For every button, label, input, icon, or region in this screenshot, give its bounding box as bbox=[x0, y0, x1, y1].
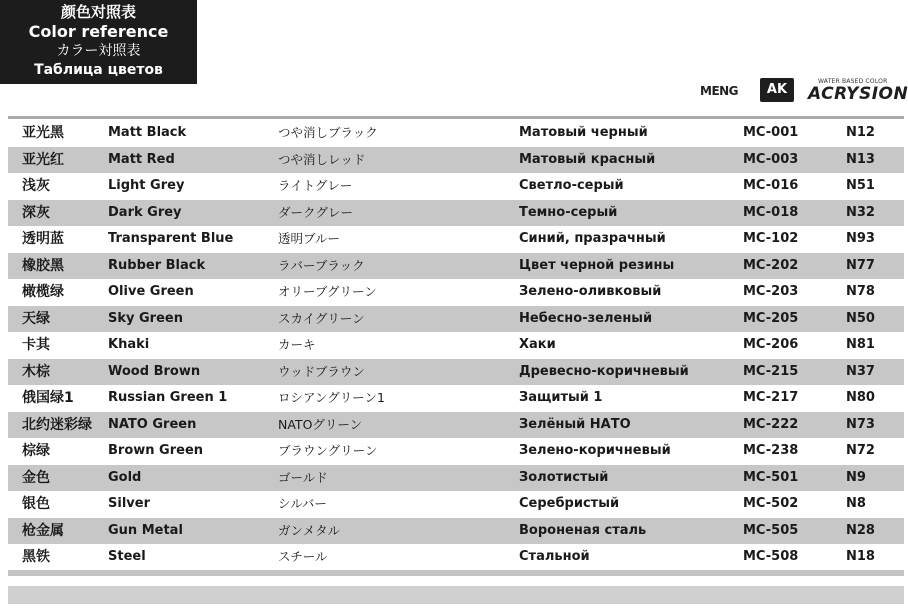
table-row bbox=[8, 359, 904, 386]
color-number: N28 bbox=[846, 522, 875, 538]
color-code: MC-102 bbox=[743, 231, 799, 246]
color-name-english: Brown Green bbox=[108, 443, 204, 458]
color-name-russian: Цвет черной резины bbox=[519, 257, 675, 273]
table-row bbox=[8, 147, 904, 174]
color-code: MC-205 bbox=[743, 310, 799, 326]
table-row bbox=[8, 412, 904, 439]
color-number: N12 bbox=[846, 125, 875, 140]
table-row bbox=[8, 465, 904, 492]
color-code: MC-203 bbox=[743, 284, 799, 299]
color-name-japanese: スカイグリーン bbox=[278, 310, 365, 326]
color-name-russian: Вороненая сталь bbox=[519, 522, 647, 538]
color-name-chinese: 银色 bbox=[22, 496, 50, 512]
color-name-russian: Защитый 1 bbox=[519, 390, 603, 405]
footer-band bbox=[8, 586, 904, 604]
color-number: N9 bbox=[846, 469, 866, 485]
color-name-chinese: 金色 bbox=[22, 469, 50, 486]
color-number: N93 bbox=[846, 231, 875, 246]
color-reference-table bbox=[8, 120, 904, 571]
color-name-russian: Золотистый bbox=[519, 469, 609, 485]
acrysion-logo: ACRYSION bbox=[808, 84, 908, 104]
color-name-english: Gold bbox=[108, 469, 142, 485]
color-name-japanese: ロシアングリーン1 bbox=[278, 390, 385, 405]
color-name-english: Khaki bbox=[108, 337, 150, 352]
color-name-chinese: 亚光红 bbox=[22, 151, 64, 168]
color-name-english: Dark Grey bbox=[108, 204, 182, 220]
color-number: N32 bbox=[846, 204, 875, 220]
color-number: N81 bbox=[846, 337, 875, 352]
ak-logo: AK bbox=[760, 78, 794, 102]
color-name-english: Sky Green bbox=[108, 310, 183, 326]
table-row bbox=[8, 438, 904, 465]
color-code: MC-238 bbox=[743, 443, 799, 458]
color-name-chinese: 橄榄绿 bbox=[22, 284, 64, 300]
color-name-russian: Небесно-зеленый bbox=[519, 310, 653, 326]
color-code: MC-508 bbox=[743, 549, 799, 564]
table-row bbox=[8, 491, 904, 518]
table-top-rule bbox=[8, 116, 904, 119]
table-row bbox=[8, 385, 904, 412]
color-number: N18 bbox=[846, 549, 875, 564]
color-number: N72 bbox=[846, 443, 875, 458]
color-name-english: Matt Red bbox=[108, 151, 175, 167]
color-number: N51 bbox=[846, 178, 875, 193]
table-row bbox=[8, 200, 904, 227]
color-code: MC-215 bbox=[743, 363, 799, 379]
color-code: MC-016 bbox=[743, 178, 799, 193]
color-code: MC-501 bbox=[743, 469, 799, 485]
color-code: MC-505 bbox=[743, 522, 799, 538]
color-name-japanese: NATOグリーン bbox=[278, 416, 363, 432]
color-name-chinese: 黑铁 bbox=[22, 549, 50, 565]
color-name-chinese: 深灰 bbox=[22, 204, 50, 221]
table-row bbox=[8, 173, 904, 200]
color-number: N37 bbox=[846, 363, 875, 379]
color-name-english: Gun Metal bbox=[108, 522, 183, 538]
color-name-chinese: 北约迷彩绿 bbox=[22, 416, 92, 433]
color-code: MC-222 bbox=[743, 416, 799, 432]
color-name-russian: Зелёный НАТО bbox=[519, 416, 631, 432]
color-name-russian: Хаки bbox=[519, 337, 556, 352]
brand-logos bbox=[700, 78, 908, 106]
color-name-japanese: ガンメタル bbox=[278, 522, 341, 538]
color-name-japanese: カーキ bbox=[278, 337, 316, 352]
color-name-russian: Серебристый bbox=[519, 496, 620, 511]
table-row bbox=[8, 332, 904, 359]
color-name-japanese: ブラウングリーン bbox=[278, 443, 378, 458]
color-name-japanese: 透明ブルー bbox=[278, 231, 341, 246]
color-name-english: Matt Black bbox=[108, 125, 187, 140]
color-code: MC-018 bbox=[743, 204, 799, 220]
title-japanese: カラー対照表 bbox=[56, 43, 141, 59]
color-name-chinese: 橡胶黑 bbox=[22, 257, 64, 274]
title-english: Color reference bbox=[28, 22, 169, 41]
color-name-russian: Древесно-коричневый bbox=[519, 363, 689, 379]
title-russian: Таблица цветов bbox=[34, 62, 163, 78]
table-row bbox=[8, 306, 904, 333]
color-name-russian: Зелено-коричневый bbox=[519, 443, 671, 458]
color-name-english: Transparent Blue bbox=[108, 231, 234, 246]
table-row bbox=[8, 226, 904, 253]
color-name-japanese: つや消しブラック bbox=[278, 125, 378, 140]
color-name-chinese: 天绿 bbox=[22, 310, 50, 327]
color-code: MC-217 bbox=[743, 390, 799, 405]
color-name-russian: Зелено-оливковый bbox=[519, 284, 662, 299]
color-name-chinese: 亚光黑 bbox=[22, 125, 64, 141]
color-name-english: NATO Green bbox=[108, 416, 197, 432]
color-name-russian: Темно-серый bbox=[519, 204, 618, 220]
color-name-russian: Матовый черный bbox=[519, 125, 648, 140]
color-name-chinese: 浅灰 bbox=[22, 178, 50, 194]
color-name-japanese: シルバー bbox=[278, 496, 327, 511]
color-code: MC-001 bbox=[743, 125, 799, 140]
color-name-english: Steel bbox=[108, 549, 146, 564]
color-name-japanese: ダークグレー bbox=[278, 204, 354, 220]
table-row bbox=[8, 518, 904, 545]
color-name-chinese: 卡其 bbox=[22, 337, 50, 353]
color-name-english: Olive Green bbox=[108, 284, 194, 299]
color-code: MC-202 bbox=[743, 257, 799, 273]
color-name-japanese: ライトグレー bbox=[278, 178, 353, 193]
color-number: N73 bbox=[846, 416, 875, 432]
color-number: N50 bbox=[846, 310, 875, 326]
color-name-chinese: 枪金属 bbox=[22, 522, 64, 539]
color-number: N77 bbox=[846, 257, 875, 273]
table-row bbox=[8, 120, 904, 147]
color-name-russian: Синий, празрачный bbox=[519, 231, 666, 246]
color-name-russian: Светло-серый bbox=[519, 178, 624, 193]
color-number: N80 bbox=[846, 390, 875, 405]
color-name-english: Rubber Black bbox=[108, 257, 206, 273]
color-name-english: Russian Green 1 bbox=[108, 390, 228, 405]
color-name-japanese: スチール bbox=[278, 549, 328, 564]
color-code: MC-003 bbox=[743, 151, 799, 167]
color-name-chinese: 棕绿 bbox=[22, 443, 50, 459]
title-box bbox=[0, 0, 197, 84]
color-code: MC-502 bbox=[743, 496, 799, 511]
acrysion-tagline: WATER BASED COLOR bbox=[818, 78, 888, 85]
color-name-japanese: ラバーブラック bbox=[278, 257, 365, 273]
color-name-japanese: つや消しレッド bbox=[278, 151, 366, 167]
table-row bbox=[8, 253, 904, 280]
color-name-russian: Стальной bbox=[519, 549, 590, 564]
color-number: N8 bbox=[846, 496, 866, 511]
color-number: N78 bbox=[846, 284, 875, 299]
color-number: N13 bbox=[846, 151, 875, 167]
table-row bbox=[8, 544, 904, 571]
color-name-english: Light Grey bbox=[108, 178, 185, 193]
color-name-japanese: ゴールド bbox=[278, 469, 328, 485]
color-code: MC-206 bbox=[743, 337, 799, 352]
color-name-japanese: オリーブグリーン bbox=[278, 284, 377, 299]
color-name-chinese: 俄国绿1 bbox=[22, 390, 74, 406]
color-name-chinese: 透明蓝 bbox=[22, 231, 64, 247]
color-name-japanese: ウッドブラウン bbox=[278, 363, 365, 379]
meng-logo: MENG bbox=[700, 84, 739, 98]
color-name-chinese: 木棕 bbox=[22, 363, 50, 380]
color-name-russian: Матовый красный bbox=[519, 151, 656, 167]
title-chinese: 颜色对照表 bbox=[60, 3, 136, 21]
table-row bbox=[8, 279, 904, 306]
color-name-english: Silver bbox=[108, 496, 150, 511]
table-bottom-rule bbox=[8, 570, 904, 576]
color-name-english: Wood Brown bbox=[108, 363, 201, 379]
